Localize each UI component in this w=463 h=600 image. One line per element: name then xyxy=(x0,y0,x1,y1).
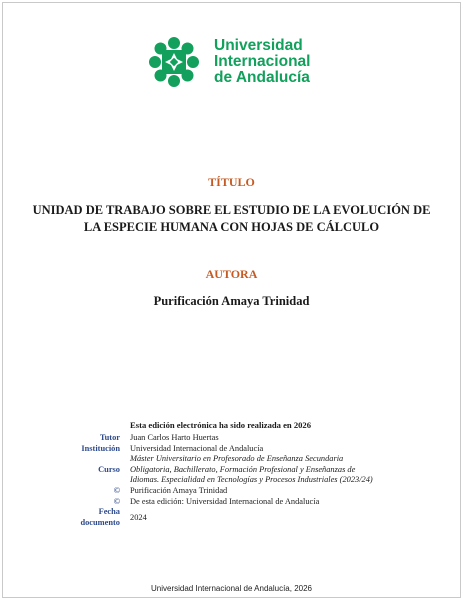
university-logo xyxy=(148,36,310,88)
date-label-1: Fecha xyxy=(98,507,120,517)
logo-line-1: Universidad xyxy=(214,37,303,54)
course-line-1: Máster Universitario en Profesorado de Enseñanza Secundaria xyxy=(130,454,344,464)
tutor-value: Juan Carlos Harto Huertas xyxy=(130,433,219,442)
detail-row-course-2 xyxy=(60,465,430,476)
author-name: Purificación Amaya Trinidad xyxy=(153,294,310,308)
detail-row-course-1 xyxy=(60,454,430,465)
document-title xyxy=(0,202,463,236)
detail-row-institution xyxy=(60,444,430,455)
copyright-author: Purificación Amaya Trinidad xyxy=(130,485,228,495)
title-line-2: LA ESPECIE HUMANA CON HOJAS DE CÁLCULO xyxy=(83,220,380,234)
university-name xyxy=(214,38,310,86)
tutor-label: Tutor xyxy=(99,433,120,442)
copyright-edition: De esta edición: Universidad Internacional de Andalucía xyxy=(130,496,320,506)
detail-row-copyright-edition xyxy=(60,497,430,508)
detail-row-course-3 xyxy=(60,475,430,486)
course-label: Curso xyxy=(98,464,120,474)
date-value: 2024 xyxy=(130,512,147,522)
course-line-3: Idiomas. Especialidad en Tecnologías y Procesos Industriales (2023/24) xyxy=(130,475,373,485)
course-line-2: Obligatoria, Bachillerato, Formación Profesional y Enseñanzas de xyxy=(130,464,356,474)
title-line-1: UNIDAD DE TRABAJO SOBRE EL ESTUDIO DE LA EVOLUCIÓN DE xyxy=(32,203,431,217)
copyright-symbol-2: © xyxy=(113,496,120,506)
page-footer: Universidad Internacional de Andalucía, 2026 xyxy=(151,584,312,593)
author-heading: AUTORA xyxy=(205,267,258,281)
details-table xyxy=(60,433,430,528)
edition-block xyxy=(130,420,311,433)
university-emblem-icon xyxy=(148,36,200,88)
copyright-symbol-1: © xyxy=(113,485,120,495)
institution-value: Universidad Internacional de Andalucía xyxy=(130,443,264,453)
title-heading: TÍTULO xyxy=(208,175,255,189)
date-label-2: documento xyxy=(80,517,120,527)
logo-line-3: de Andalucía xyxy=(214,69,310,86)
logo-line-2: Internacional xyxy=(214,53,311,70)
edition-note: Esta edición electrónica ha sido realizada en 2026 xyxy=(130,420,312,430)
detail-row-tutor xyxy=(60,433,430,444)
detail-row-copyright-author xyxy=(60,486,430,497)
institution-label: Institución xyxy=(81,443,120,453)
